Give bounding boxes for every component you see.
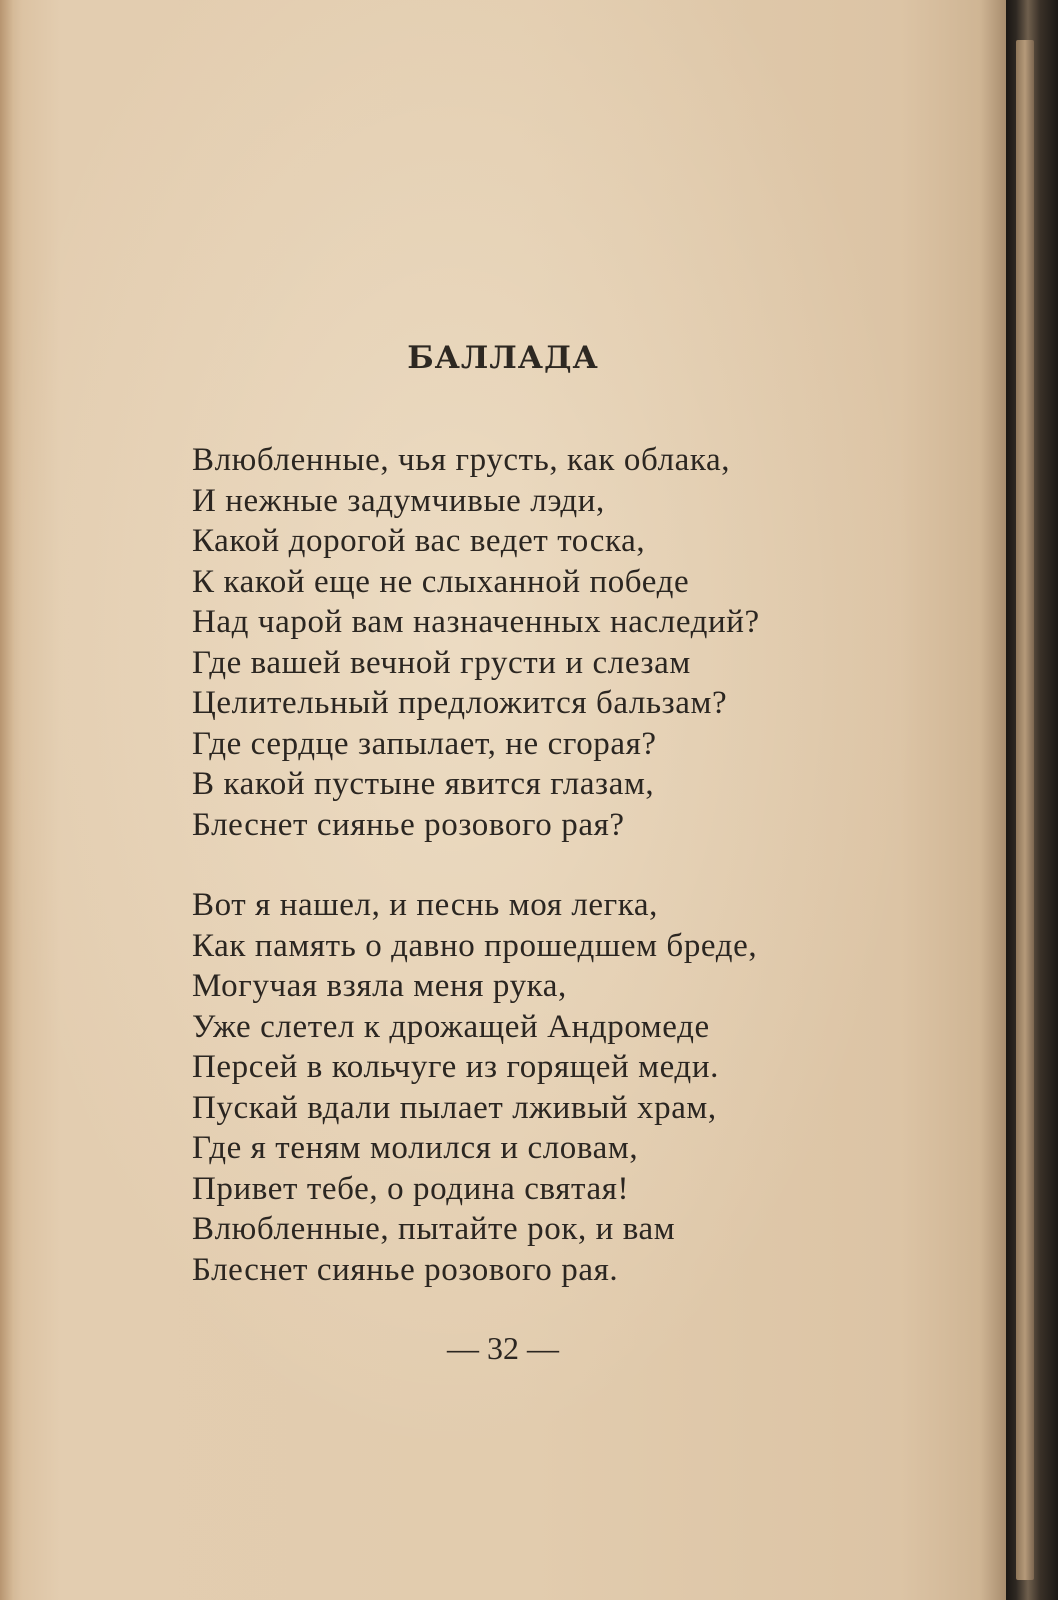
poem-line: Влюбленные, чья грусть, как облака, (192, 442, 731, 478)
page-number: — 32 — (447, 1330, 559, 1366)
poem-line: К какой еще не слыханной победе (192, 563, 690, 600)
poem-line: Пускай вдали пылает лживый храм, (192, 1089, 717, 1126)
poem-line: Какой дорогой вас ведет тоска, (192, 523, 646, 559)
poem-line: Где я теням молился и словам, (192, 1130, 639, 1166)
stanza-1 (192, 440, 760, 845)
poem-line: Блеснет сиянье розового рая. (192, 1251, 619, 1288)
stanza-2 (192, 885, 757, 1290)
poem-line: И нежные задумчивые лэди, (192, 482, 605, 519)
poem-line: Привет тебе, о родина святая! (192, 1170, 630, 1207)
poem-line: Над чарой вам назначенных наследий? (192, 604, 760, 640)
poem-title: БАЛЛАДА (407, 340, 599, 376)
poem-line: Где вашей вечной грусти и слезам (192, 644, 691, 681)
poem-line: Вот я нашел, и песнь моя легка, (192, 887, 659, 923)
poem-line: Блеснет сиянье розового рая? (192, 806, 625, 843)
adjacent-page-edge (1016, 40, 1034, 1580)
poem-line: Целительный предложится бальзам? (192, 685, 728, 721)
poem-line: Могучая взяла меня рука, (192, 968, 567, 1004)
poem-line: Влюбленные, пытайте рок, и вам (192, 1211, 676, 1247)
poem-line: Как память о давно прошедшем бреде, (192, 927, 758, 964)
poem-line: Уже слетел к дрожащей Андромеде (192, 1008, 710, 1045)
poem-line: Где сердце запылает, не сгорая? (192, 725, 657, 762)
poem-line: Персей в кольчуге из горящей меди. (192, 1049, 719, 1085)
poem-line: В какой пустыне явится глазам, (192, 766, 655, 802)
